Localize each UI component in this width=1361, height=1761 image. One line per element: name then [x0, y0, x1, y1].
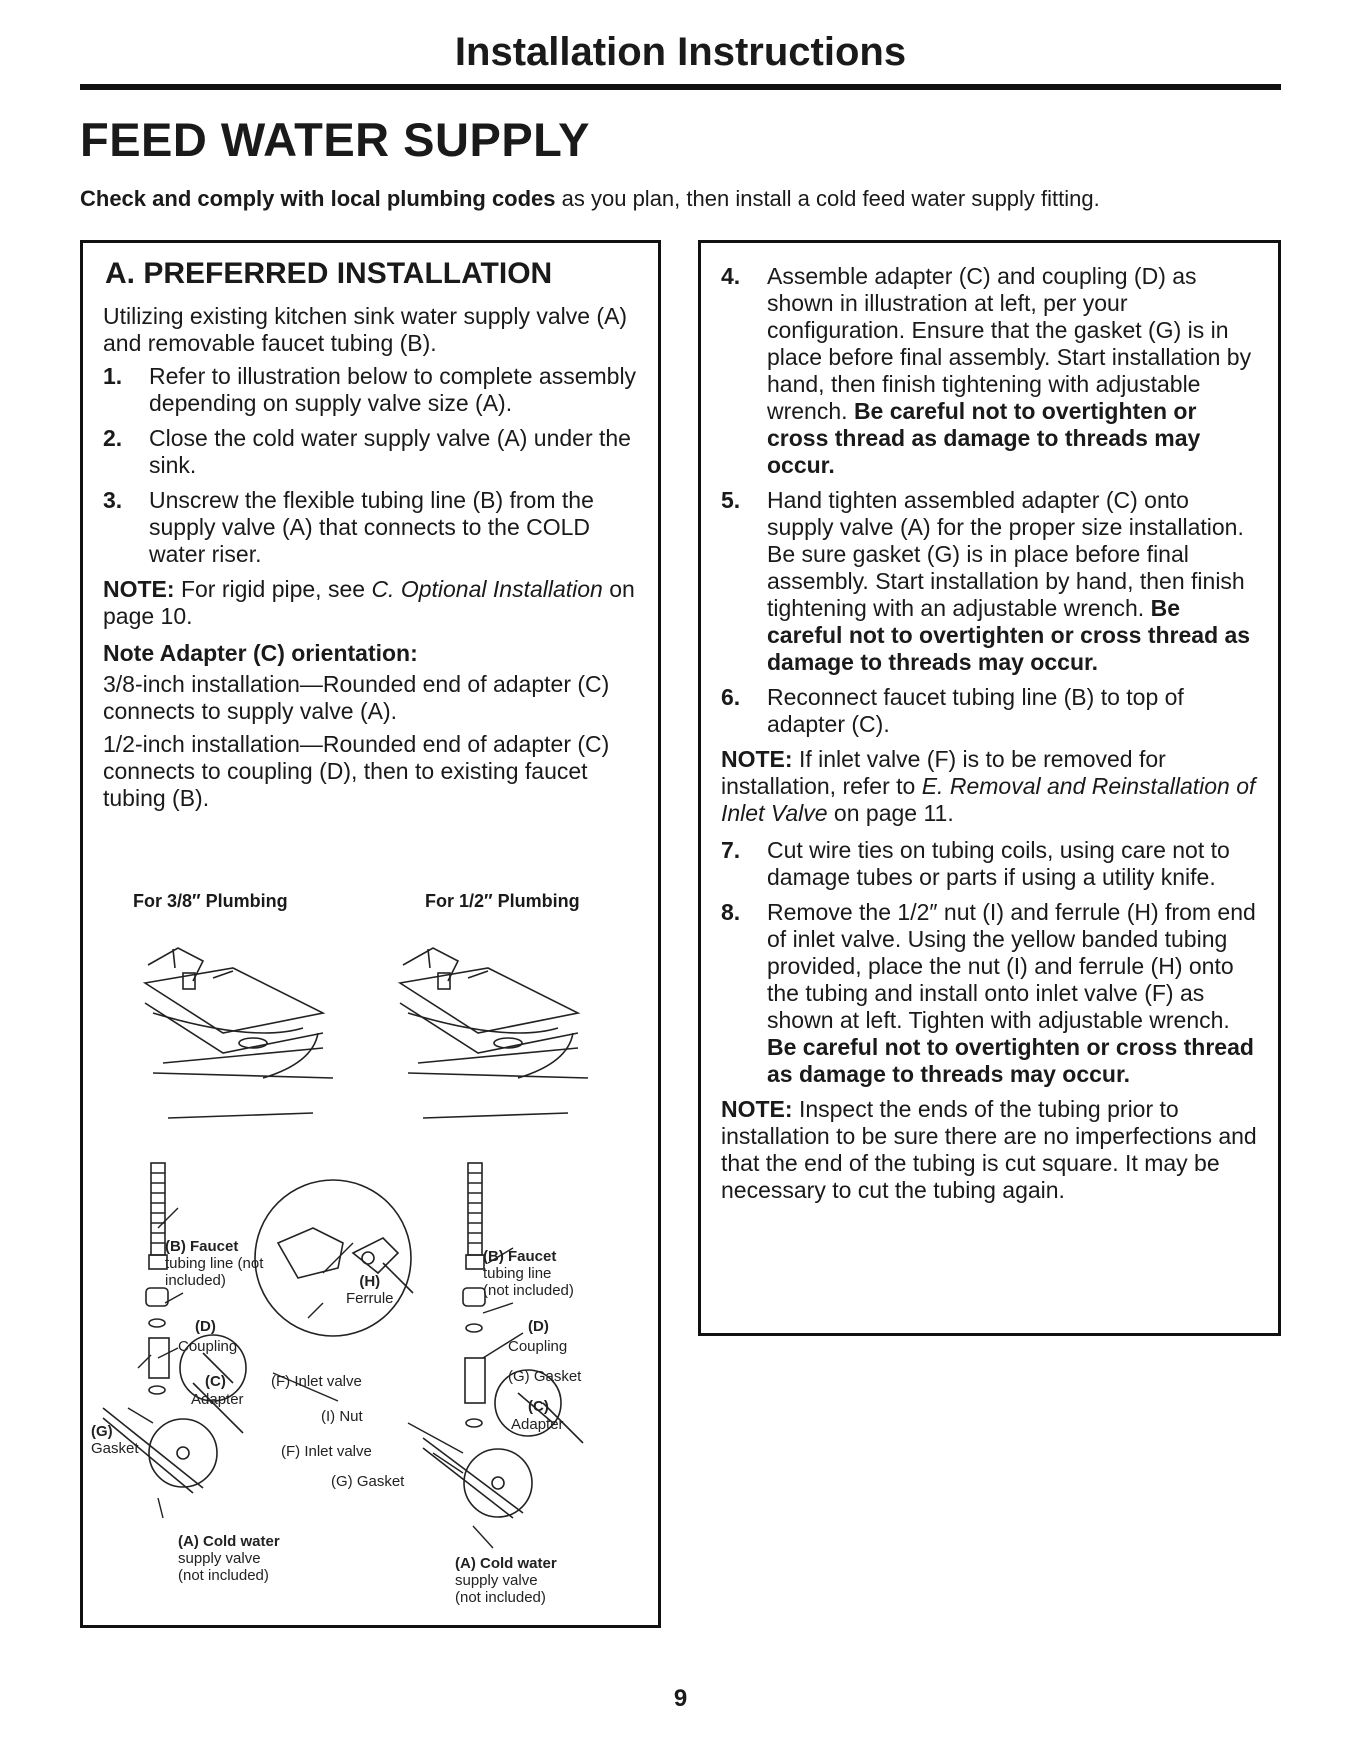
box-title: A. PREFERRED INSTALLATION: [105, 257, 553, 290]
label-b-right: [483, 1248, 574, 1299]
section-title: FEED WATER SUPPLY: [80, 113, 590, 166]
label-adapter-right: Adapter: [511, 1416, 564, 1433]
label-line: (C): [205, 1373, 226, 1390]
adapter-heading: Note Adapter (C) orientation:: [103, 640, 418, 666]
note-text-end: on page 11.: [827, 800, 954, 826]
label-g-right: (G) Gasket: [508, 1368, 582, 1385]
step-number: 5.: [721, 487, 741, 513]
label-a-left: [178, 1533, 280, 1584]
note-text: If inlet valve (F) is to be removed for installation, refer to: [721, 746, 1166, 799]
right-text: [721, 263, 1260, 1214]
step-text: Close the cold water supply valve (A) under the sink.: [149, 425, 631, 478]
label-line: tubing line (not: [165, 1255, 264, 1272]
lead-text: Utilizing existing kitchen sink water supply valve (A) and removable faucet tubing (B).: [103, 303, 628, 356]
note-label: NOTE:: [721, 746, 793, 772]
note-text: For rigid pipe, see: [174, 576, 372, 602]
note-ref: E. Removal and Reinstallation of Inlet Valve: [721, 773, 1256, 826]
label-d-left: [195, 1318, 216, 1335]
step-text: Remove the 1/2″ nut (I) and ferrule (H) from end of inlet valve. Using the yellow banded tubing provided, place the nut (I) and ferrule (H) onto the tubing and install onto inlet valve (F) as shown at left. Tighten with adjustable wrench.: [767, 899, 1256, 1033]
label-line: included): [165, 1272, 226, 1289]
label-i-nut: (I) Nut: [321, 1408, 363, 1425]
label-g-left: [91, 1423, 139, 1457]
note-ref: C. Optional Installation: [371, 576, 603, 602]
label-h-ferrule: [346, 1273, 394, 1307]
label-line: (not included): [483, 1282, 574, 1299]
step-number: 2.: [103, 425, 123, 451]
label-a-right: [455, 1555, 557, 1606]
step-number: 8.: [721, 899, 741, 925]
step-text: Cut wire ties on tubing coils, using care not to damage tubes or parts if using a utility knife.: [767, 837, 1230, 890]
label-line: (D): [195, 1318, 216, 1335]
label-line: (H): [359, 1273, 381, 1290]
label-coupling-left: Coupling: [178, 1338, 238, 1355]
label-coupling-right: Coupling: [508, 1338, 568, 1355]
step-warning: Be careful not to overtighten or cross thread as damage to threads may occur.: [767, 1034, 1254, 1087]
label-b-left: [165, 1238, 263, 1289]
label-line: supply valve: [178, 1550, 261, 1567]
step-number: 6.: [721, 684, 741, 710]
label-line: (not included): [455, 1589, 546, 1606]
steps-list-continued: [721, 263, 1260, 738]
intro-line: [80, 186, 1100, 212]
label-line: Ferrule: [346, 1290, 394, 1307]
page-number: 9: [673, 1685, 688, 1712]
label-line: (D): [528, 1318, 549, 1335]
header-rule: [80, 84, 1281, 90]
label-line: (A) Cold water: [455, 1555, 557, 1572]
left-sink-icon: [145, 948, 333, 1118]
step-text: Reconnect faucet tubing line (B) to top of adapter (C).: [767, 684, 1184, 737]
label-g-low: (G) Gasket: [331, 1473, 405, 1490]
step-4: [721, 263, 1260, 479]
step-text: Hand tighten assembled adapter (C) onto supply valve (A) for the proper size installation. Be sure gasket (G) is in place before final assembly. Start installation by hand, then finish tightening with an adjustable wrench.: [767, 487, 1245, 621]
step-text: Assemble adapter (C) and coupling (D) as shown in illustration at left, per your configuration. Ensure that the gasket (G) is in place before final assembly. Start installation by hand, then finish tightening with adjustable wrench.: [767, 263, 1252, 424]
preferred-installation-box: [80, 240, 661, 1628]
detail-circle: [255, 1180, 411, 1336]
adapter-12-text: 1/2-inch installation—Rounded end of adapter (C) connects to coupling (D), then to existing faucet tubing (B).: [103, 731, 610, 811]
label-line: tubing line: [483, 1265, 552, 1282]
label-d-right: [528, 1318, 549, 1335]
step-6: [721, 684, 1260, 738]
note-inlet-valve: [721, 746, 1260, 827]
step-number: 1.: [103, 363, 123, 389]
step-5: [721, 487, 1260, 676]
caption-12: For 1/2″ Plumbing: [425, 891, 580, 911]
label-line: (B) Faucet: [483, 1248, 557, 1265]
label-line: (G): [91, 1423, 113, 1440]
note-tubing-ends: [721, 1096, 1260, 1204]
label-f-low: (F) Inlet valve: [281, 1443, 372, 1460]
intro-bold: Check and comply with local plumbing codes: [80, 186, 556, 211]
step-number: 3.: [103, 487, 123, 513]
note-label: NOTE:: [721, 1096, 793, 1122]
adapter-38-text: 3/8-inch installation—Rounded end of adapter (C) connects to supply valve (A).: [103, 671, 610, 724]
right-sink-icon: [400, 948, 588, 1118]
label-f-mid: (F) Inlet valve: [271, 1373, 362, 1390]
step-number: 7.: [721, 837, 741, 863]
label-line: supply valve: [455, 1572, 538, 1589]
label-c-right: [528, 1398, 549, 1415]
steps-list-final: [721, 837, 1260, 1088]
installation-steps-box: [698, 240, 1281, 1336]
page-header: Installation Instructions: [454, 30, 907, 74]
intro-rest: as you plan, then install a cold feed water supply fitting.: [555, 186, 1100, 211]
step-text: Refer to illustration below to complete assembly depending on supply valve size (A).: [149, 363, 637, 416]
step-7: [721, 837, 1260, 891]
label-line: (B) Faucet: [165, 1238, 239, 1255]
plumbing-illustration: [83, 243, 658, 1625]
step-8: [721, 899, 1260, 1088]
label-adapter-left: Adapter: [191, 1391, 244, 1408]
step-text: Unscrew the flexible tubing line (B) from the supply valve (A) that connects to the COLD water riser.: [149, 487, 594, 567]
label-line: (A) Cold water: [178, 1533, 280, 1550]
label-c-left: [205, 1373, 226, 1390]
caption-38: For 3/8″ Plumbing: [133, 891, 288, 911]
label-line: Gasket: [91, 1440, 139, 1457]
step-warning: Be careful not to overtighten or cross thread as damage to threads may occur.: [767, 398, 1201, 478]
note-text: Inspect the ends of the tubing prior to installation to be sure there are no imperfections and that the end of the tubing is cut square. It may be necessary to cut the tubing again.: [721, 1096, 1257, 1203]
note-label: NOTE:: [103, 576, 175, 602]
label-line: (not included): [178, 1567, 269, 1584]
step-number: 4.: [721, 263, 741, 289]
note-text-end: on page 10.: [103, 576, 635, 629]
label-line: (C): [528, 1398, 549, 1415]
step-warning: Be careful not to overtighten or cross thread as damage to threads may occur.: [767, 595, 1251, 675]
